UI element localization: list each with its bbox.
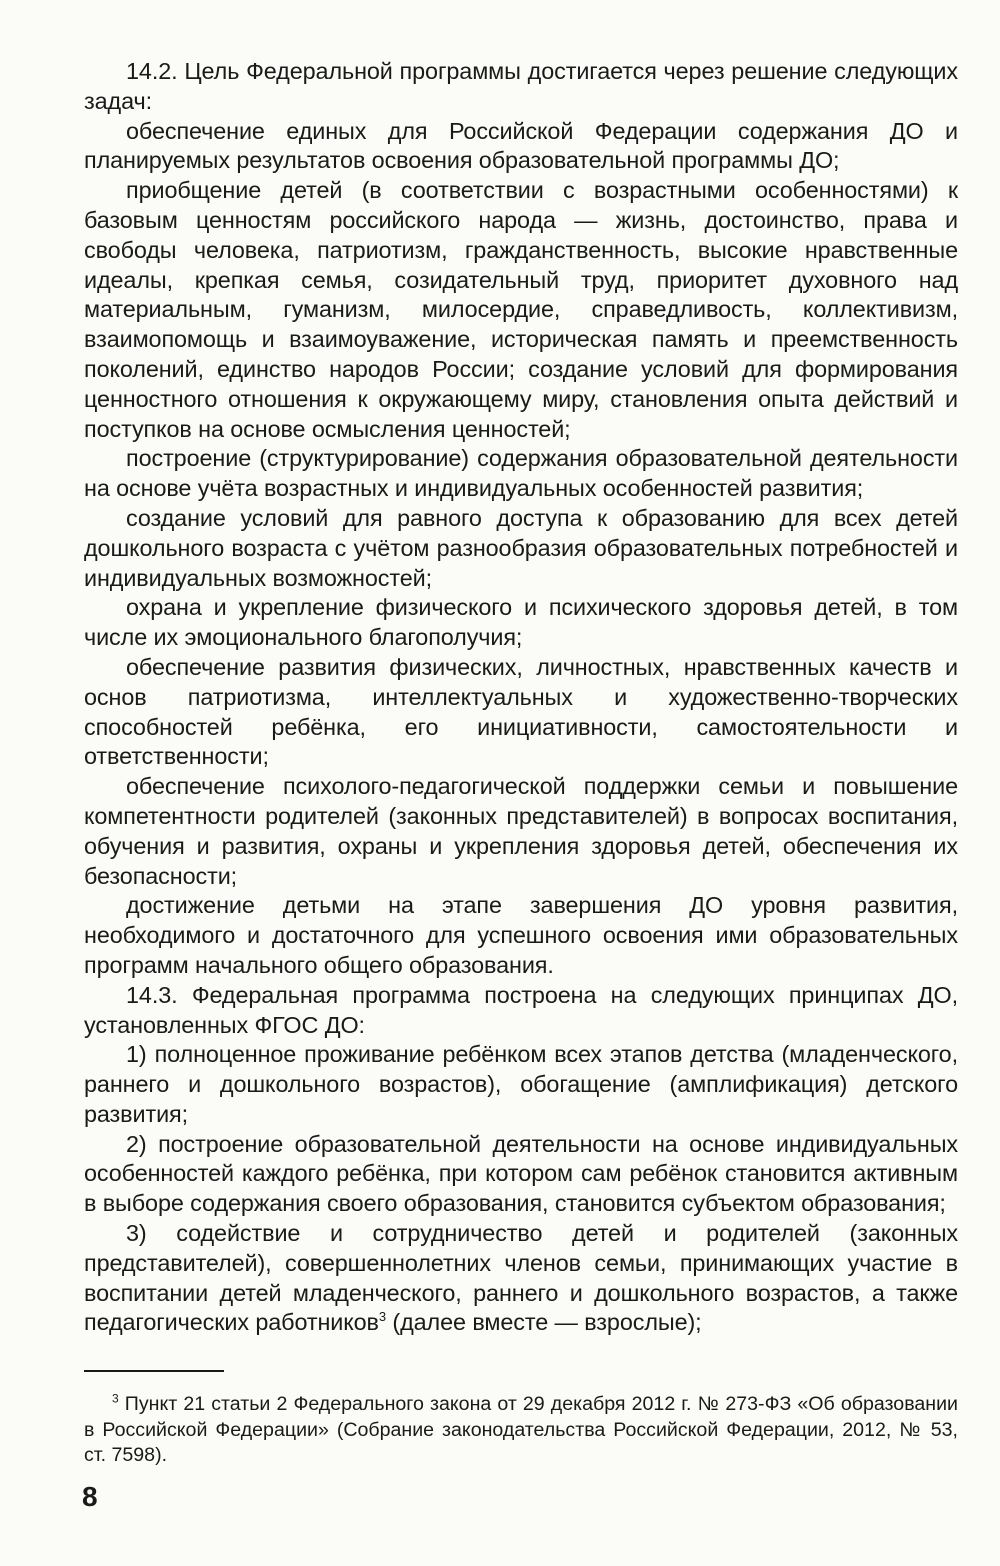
main-text [84, 57, 958, 1338]
paragraph-text: (далее вместе — взрослые); [386, 1309, 702, 1336]
paragraph: построение (структурирование) содержания образовательной деятельности на основе учёта возрастных и индивидуальных особенностей развития; [84, 445, 958, 502]
paragraph: 14.3. Федеральная программа построена на следующих принципах ДО, установленных ФГОС ДО: [84, 981, 958, 1038]
footnote-marker: 3 [112, 1391, 119, 1406]
page-number: 8 [82, 1481, 98, 1512]
paragraph: охрана и укрепление физического и психического здоровья детей, в том числе их эмоционального благополучия; [84, 594, 958, 651]
paragraph: приобщение детей (в соответствии с возрастными особенностями) к базовым ценностям российского народа — жизнь, достоинство, права и свободы человека, патриотизм, гражданственность, высокие нравственные идеалы, крепкая семья, созидательный труд, приоритет духовного над материальным, гуманизм, милосердие, справедливость, коллективизм, взаимопомощь и взаимоуважение, историческая память и преемственность поколений, единство народов России; создание условий для формирования ценностного отношения к окружающему миру, становления опыта действий и поступков на основе осмысления ценностей; [84, 177, 958, 442]
paragraph: 1) полноценное проживание ребёнком всех этапов детства (младенческого, раннего и дошкольного возрастов), обогащение (амплификация) детского развития; [84, 1041, 958, 1127]
footnote-reference[interactable]: 3 [378, 1309, 387, 1325]
paragraph-text: 3) содействие и сотрудничество детей и родителей (законных представителей), совершеннолетних членов семьи, принимающих участие в воспитании детей младенческого, раннего и дошкольного возрастов, а также педагогических работников [84, 1220, 958, 1336]
paragraph: достижение детьми на этапе завершения ДО уровня развития, необходимого и достаточного для успешного освоения ими образовательных программ начального общего образования. [84, 892, 958, 978]
paragraph: обеспечение единых для Российской Федерации содержания ДО и планируемых результатов освоения образовательной программы ДО; [84, 117, 958, 174]
paragraph: создание условий для равного доступа к образованию для всех детей дошкольного возраста с учётом разнообразия образовательных потребностей и индивидуальных возможностей; [84, 504, 958, 591]
paragraph: 14.2. Цель Федеральной программы достигается через решение следующих задач: [84, 58, 958, 114]
paragraph: 2) построение образовательной деятельности на основе индивидуальных особенностей каждого ребёнка, при котором сам ребёнок становится активным в выборе содержания своего образования, становится субъектом образования; [84, 1130, 958, 1217]
paragraph: обеспечение развития физических, личностных, нравственных качеств и основ патриотизма, интеллектуальных и художественно-творческих способностей ребёнка, его инициативности, самостоятельности и ответственности; [84, 653, 958, 770]
paragraph-with-footnote-ref [84, 1219, 958, 1338]
paragraph: обеспечение психолого-педагогической поддержки семьи и повышение компетентности родителей (законных представителей) в вопросах воспитания, обучения и развития, охраны и укрепления здоровья детей, обеспечения их безопасности; [84, 773, 958, 889]
footnote-divider [84, 1370, 224, 1372]
footnote [84, 1392, 958, 1469]
footnote-text: Пункт 21 статьи 2 Федерального закона от 29 декабря 2012 г. № 273-ФЗ «Об образовании в Российской Федерации» (Собрание законодательства Российской Федерации, 2012, № 53, ст. 7598). [84, 1393, 958, 1467]
